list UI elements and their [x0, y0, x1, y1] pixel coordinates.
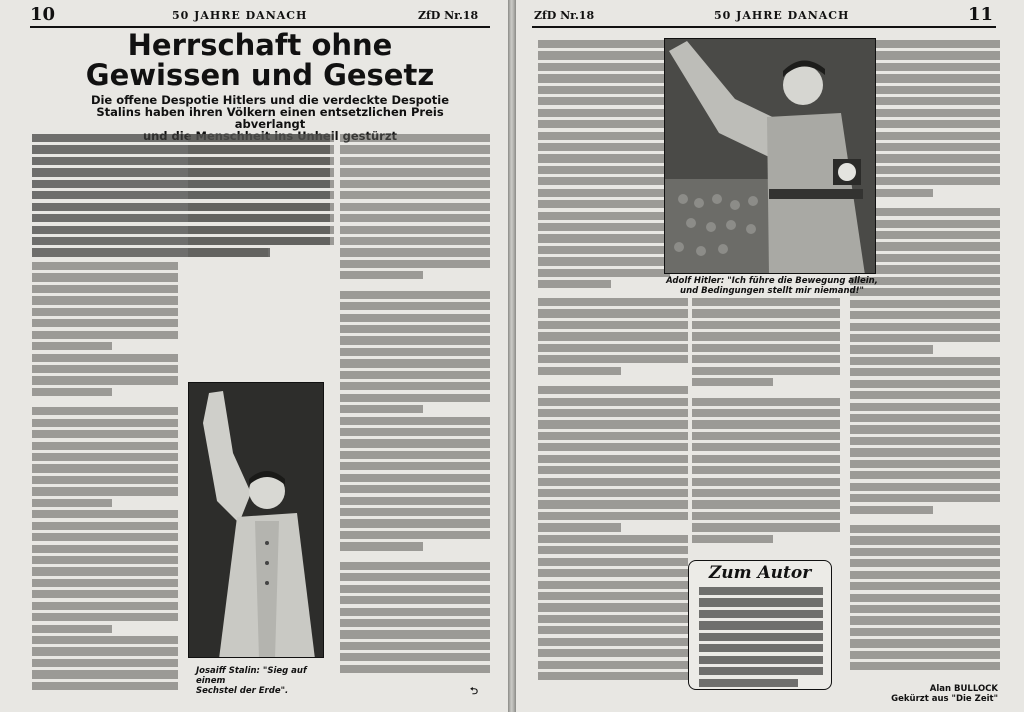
text-line: [538, 86, 670, 94]
text-line: [850, 651, 1000, 659]
text-line: [340, 145, 490, 153]
issue-label: ZfD Nr.18: [534, 9, 595, 22]
text-line: [699, 610, 823, 618]
text-line: [32, 430, 178, 438]
page-number: 10: [30, 4, 56, 25]
text-line: [32, 464, 178, 472]
right-page: [516, 0, 1024, 712]
text-line: [538, 97, 670, 105]
text-line: [538, 166, 670, 174]
text-line: [32, 273, 178, 281]
left-page: [0, 0, 508, 712]
text-line: [538, 592, 688, 600]
text-line: [32, 388, 112, 396]
text-column: [188, 134, 334, 260]
text-line: [850, 616, 1000, 624]
text-line: [692, 478, 840, 486]
text-line: [340, 191, 490, 199]
caption-line: Adolf Hitler: "Ich führe die Bewegung allein,: [666, 276, 878, 286]
paragraph-gap: [32, 399, 178, 407]
article-signature: [864, 684, 998, 704]
text-line: [850, 571, 1000, 579]
text-line: [340, 619, 490, 627]
text-line: [699, 598, 823, 606]
author-box-title: Zum Autor: [708, 563, 812, 583]
text-line: [340, 237, 490, 245]
text-line: [340, 428, 490, 436]
hitler-figure-illustration: [665, 39, 876, 274]
text-line: [850, 425, 1000, 433]
text-line: [538, 535, 688, 543]
paragraph-gap: [538, 378, 688, 386]
text-line: [32, 590, 178, 598]
text-line: [692, 420, 840, 428]
text-line: [850, 391, 1000, 399]
text-line: [850, 662, 1000, 670]
text-line: [699, 679, 798, 687]
text-line: [850, 525, 1000, 533]
running-title: 50 JAHRE DANACH: [172, 9, 308, 22]
text-line: [340, 451, 490, 459]
text-line: [850, 437, 1000, 445]
text-line: [32, 331, 178, 339]
text-line: [850, 414, 1000, 422]
text-line: [538, 558, 688, 566]
text-line: [340, 382, 490, 390]
text-line: [340, 226, 490, 234]
text-line: [538, 143, 670, 151]
text-line: [188, 237, 334, 245]
text-line: [340, 157, 490, 165]
text-line: [538, 321, 688, 329]
text-column: [692, 298, 840, 546]
text-line: [692, 344, 840, 352]
text-line: [188, 203, 334, 211]
text-line: [340, 371, 490, 379]
stalin-photo: [188, 382, 324, 658]
text-line: [850, 345, 933, 353]
text-line: [538, 615, 688, 623]
text-line: [850, 605, 1000, 613]
text-line: [692, 378, 773, 386]
text-line: [32, 296, 178, 304]
text-line: [850, 494, 1000, 502]
text-line: [538, 257, 670, 265]
text-line: [538, 309, 688, 317]
text-line: [850, 334, 1000, 342]
text-line: [538, 500, 688, 508]
text-line: [32, 419, 178, 427]
text-line: [850, 323, 1000, 331]
text-line: [32, 376, 178, 384]
text-line: [32, 319, 178, 327]
text-line: [538, 523, 621, 531]
text-line: [340, 630, 490, 638]
paragraph-gap: [850, 517, 1000, 525]
text-line: [850, 368, 1000, 376]
text-line: [538, 234, 670, 242]
running-title: 50 JAHRE DANACH: [714, 9, 850, 22]
stalin-photo-caption: [196, 666, 326, 696]
right-page-header: [532, 6, 996, 28]
author-box-text: [699, 587, 823, 687]
text-line: [340, 168, 490, 176]
text-line: [188, 157, 334, 165]
text-line: [340, 405, 423, 413]
text-line: [538, 546, 688, 554]
text-line: [692, 398, 840, 406]
text-line: [340, 314, 490, 322]
text-line: [538, 298, 688, 306]
text-line: [538, 603, 688, 611]
text-line: [538, 638, 688, 646]
text-line: [340, 642, 490, 650]
paragraph-gap: [692, 390, 840, 398]
text-line: [340, 608, 490, 616]
headline-line: Gewissen und Gesetz: [85, 58, 435, 92]
text-column: [538, 298, 688, 683]
text-line: [340, 302, 490, 310]
text-line: [340, 485, 490, 493]
text-line: [538, 74, 670, 82]
text-line: [538, 120, 670, 128]
text-line: [692, 455, 840, 463]
text-line: [32, 670, 178, 678]
text-line: [32, 342, 112, 350]
text-line: [340, 462, 490, 470]
text-line: [538, 649, 688, 657]
text-line: [188, 168, 334, 176]
text-line: [850, 311, 1000, 319]
text-line: [538, 512, 688, 520]
text-line: [340, 214, 490, 222]
text-line: [850, 403, 1000, 411]
text-line: [340, 417, 490, 425]
text-line: [538, 63, 670, 71]
text-line: [699, 656, 823, 664]
text-line: [692, 432, 840, 440]
text-line: [340, 562, 490, 570]
text-line: [340, 596, 490, 604]
text-line: [32, 442, 178, 450]
text-line: [340, 359, 490, 367]
text-line: [692, 298, 840, 306]
text-line: [538, 223, 670, 231]
text-line: [850, 357, 1000, 365]
text-line: [850, 594, 1000, 602]
text-line: [340, 497, 490, 505]
text-line: [538, 420, 688, 428]
text-line: [538, 432, 688, 440]
text-line: [32, 285, 178, 293]
text-column: [538, 40, 670, 292]
text-line: [188, 191, 334, 199]
text-line: [188, 226, 334, 234]
text-line: [692, 489, 840, 497]
text-line: [188, 134, 334, 142]
text-line: [340, 180, 490, 188]
text-line: [850, 639, 1000, 647]
article-headline: [40, 30, 480, 90]
text-line: [340, 508, 490, 516]
text-column: [340, 134, 490, 676]
text-line: [32, 647, 178, 655]
text-line: [340, 325, 490, 333]
author-name: Alan BULLOCK: [929, 684, 998, 694]
text-line: [340, 585, 490, 593]
text-line: [32, 487, 178, 495]
text-line: [32, 407, 178, 415]
text-line: [32, 556, 178, 564]
text-line: [692, 409, 840, 417]
text-line: [32, 613, 178, 621]
text-line: [538, 581, 688, 589]
hitler-photo: [664, 38, 876, 274]
text-line: [340, 665, 490, 673]
text-line: [340, 531, 490, 539]
text-line: [538, 200, 670, 208]
author-info-box: [688, 560, 832, 690]
text-line: [32, 682, 178, 690]
text-line: [340, 542, 423, 550]
text-line: [32, 522, 178, 530]
text-line: [32, 602, 178, 610]
text-line: [850, 628, 1000, 636]
text-line: [538, 409, 688, 417]
text-line: [32, 476, 178, 484]
text-line: [692, 332, 840, 340]
text-line: [188, 248, 268, 256]
text-line: [538, 269, 670, 277]
text-line: [538, 626, 688, 634]
text-line: [188, 145, 334, 153]
text-line: [538, 332, 688, 340]
text-line: [32, 533, 178, 541]
text-line: [850, 483, 1000, 491]
text-line: [340, 134, 490, 142]
text-line: [188, 214, 334, 222]
text-line: [340, 291, 490, 299]
text-line: [692, 309, 840, 317]
text-line: [340, 336, 490, 344]
paragraph-gap: [340, 283, 490, 291]
text-line: [340, 348, 490, 356]
text-line: [538, 569, 688, 577]
text-line: [32, 625, 112, 633]
text-line: [699, 667, 823, 675]
left-page-header: [30, 6, 490, 28]
text-line: [32, 499, 112, 507]
text-line: [32, 510, 178, 518]
text-line: [850, 582, 1000, 590]
text-line: [538, 189, 670, 197]
text-line: [692, 367, 840, 375]
text-line: [538, 398, 688, 406]
text-line: [188, 180, 334, 188]
text-line: [538, 40, 670, 48]
text-line: [538, 355, 688, 363]
text-line: [538, 109, 670, 117]
text-line: [538, 212, 670, 220]
text-line: [538, 443, 688, 451]
text-line: [850, 506, 933, 514]
text-line: [32, 567, 178, 575]
text-line: [692, 535, 773, 543]
text-line: [538, 280, 611, 288]
text-line: [340, 260, 490, 268]
text-line: [538, 154, 670, 162]
text-line: [32, 453, 178, 461]
text-line: [538, 478, 688, 486]
text-line: [32, 579, 178, 587]
text-line: [538, 455, 688, 463]
text-line: [32, 262, 178, 270]
text-line: [850, 460, 1000, 468]
caption-line: Josaiff Stalin: "Sieg auf einem: [196, 666, 307, 686]
headline-line: Herrschaft ohne: [127, 28, 393, 62]
page-number: 11: [968, 4, 994, 25]
text-line: [699, 587, 823, 595]
text-line: [538, 386, 688, 394]
text-line: [340, 439, 490, 447]
text-line: [32, 545, 178, 553]
text-line: [340, 248, 490, 256]
text-line: [32, 308, 178, 316]
subhead-line: Die offene Despotie Hitlers und die verdeckte Despotie: [90, 93, 450, 107]
text-line: [692, 523, 840, 531]
text-line: [32, 365, 178, 373]
text-line: [538, 51, 670, 59]
text-line: [538, 672, 688, 680]
text-line: [699, 633, 823, 641]
text-line: [538, 367, 621, 375]
text-line: [340, 573, 490, 581]
text-line: [850, 300, 1000, 308]
text-line: [850, 380, 1000, 388]
text-line: [340, 271, 423, 279]
text-line: [340, 474, 490, 482]
text-column: [32, 262, 178, 693]
hitler-photo-caption: [666, 276, 878, 296]
text-line: [340, 519, 490, 527]
text-line: [692, 500, 840, 508]
stalin-figure-illustration: [189, 383, 324, 658]
text-line: [850, 471, 1000, 479]
text-line: [692, 466, 840, 474]
text-line: [538, 177, 670, 185]
issue-label: ZfD Nr.18: [418, 9, 479, 22]
text-line: [538, 466, 688, 474]
paragraph-gap: [340, 554, 490, 562]
text-line: [692, 321, 840, 329]
article-continues-mark: ⮌: [470, 686, 479, 697]
text-line: [692, 443, 840, 451]
text-line: [340, 394, 490, 402]
caption-line: und Bedingungen stellt mir niemand!": [680, 286, 864, 296]
source-note: Gekürzt aus "Die Zeit": [891, 694, 998, 704]
text-line: [538, 246, 670, 254]
text-line: [850, 536, 1000, 544]
text-line: [340, 653, 490, 661]
text-line: [699, 621, 823, 629]
text-line: [692, 512, 840, 520]
text-line: [692, 355, 840, 363]
text-line: [850, 559, 1000, 567]
subhead-line: Stalins haben ihren Völkern einen entsetzlichen Preis abverlangt: [96, 105, 444, 131]
text-line: [340, 203, 490, 211]
page-gutter: [508, 0, 516, 712]
text-line: [538, 661, 688, 669]
caption-line: Sechstel der Erde".: [196, 686, 289, 696]
text-line: [32, 659, 178, 667]
text-line: [699, 644, 823, 652]
text-line: [538, 489, 688, 497]
text-line: [538, 132, 670, 140]
text-line: [538, 344, 688, 352]
text-line: [32, 636, 178, 644]
text-line: [850, 548, 1000, 556]
text-line: [32, 354, 178, 362]
text-line: [850, 448, 1000, 456]
